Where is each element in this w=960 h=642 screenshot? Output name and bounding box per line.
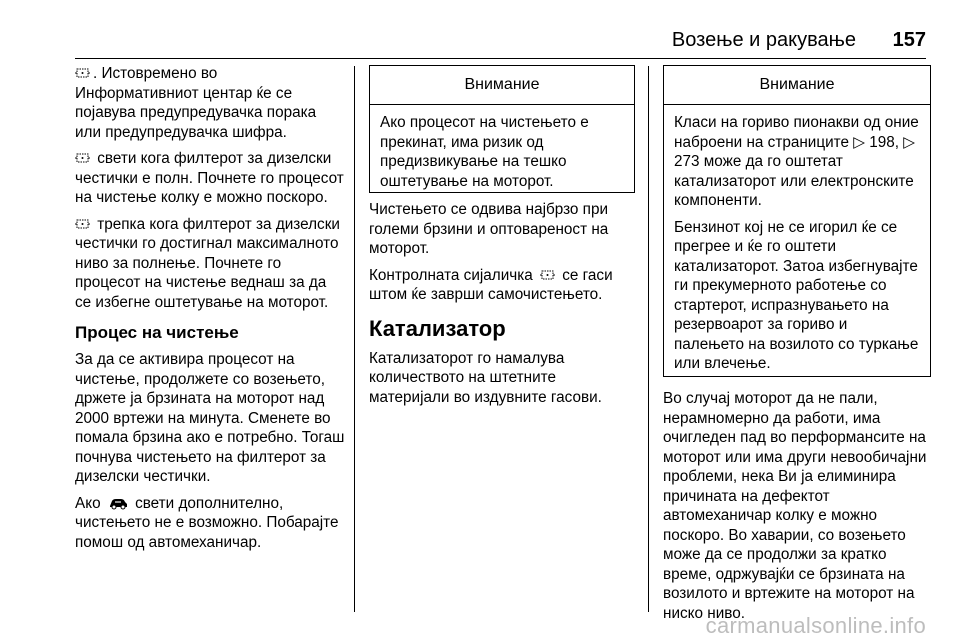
page-header — [0, 26, 960, 56]
section-heading: Процес на чистење — [75, 323, 239, 342]
column-1 — [75, 64, 345, 559]
paragraph: свети кога филтерот за дизелски честички е полн. Почнете го процесот на чистење колку е можно поскоро. — [75, 150, 344, 206]
warning-body: Ако процесот на чистењето е прекинат, има ризик од предизвикување на тешко оштетување на моторот. — [380, 114, 589, 190]
warning-box — [369, 65, 635, 193]
header-rule — [75, 58, 926, 59]
paragraph: За да се активира процесот на чистење, продолжете со возењето, држете ја брзината на моторот над 2000 вртежи на минута. Сменете во помала брзина ако е потребно. Тогаш почнува чистењето на филтерот за дизелски честички. — [75, 351, 345, 485]
dpf-filter-icon — [75, 66, 90, 80]
paragraph: Катализаторот го намалува количеството на штетните материјали во издувните гасови. — [369, 349, 602, 406]
column-3 — [663, 389, 931, 630]
page-number: 157 — [892, 29, 926, 51]
paragraph: Контролната сијаличка се гаси штом ќе заврши самочистењето. — [369, 266, 613, 303]
warning-title: Внимание — [664, 66, 930, 105]
column-divider-2 — [648, 66, 649, 612]
column-2 — [369, 200, 635, 414]
warning-body: Класи на гориво пионакви од оние наброени на страниците ▷ 198, ▷ 273 може да го оштетат катализаторот или електронските компоненти. Бензинот кој не се игорил ќе се прегрее и ќе го оштети катализаторот. Затоа избегнувајте ги прекумерното работење со стартерот, испразнувањето на резервоарот за гориво и палењето на возилото со туркање или влечење. — [674, 114, 919, 372]
column-divider-1 — [354, 66, 355, 612]
dpf-filter-icon — [75, 151, 90, 165]
section-heading: Катализатор — [369, 315, 506, 341]
watermark: carmanualsonline.info — [705, 613, 926, 638]
warning-box — [663, 65, 931, 377]
warning-title: Внимание — [370, 66, 634, 105]
paragraph: трепка кога филтерот за дизелски честички го достигнал максималното ниво за полнење. Почнете го процесот на чистење веднаш за да се избегне оштетување на моторот. — [75, 215, 340, 311]
paragraph: Во случај моторот да не пали, нерамномерно да работи, има очигледен пад во перформансите на моторот или има други невообичајни проблеми, нека Ви ја елиминира причината на дефектот автомеханичар колку е можно поскоро. Во хаварии, со возењето може да се продолжи за кратко време, одржувајќи се брзината на возилото и вртежите на моторот на ниско ниво. — [663, 390, 927, 622]
service-wrench-car-icon — [108, 496, 128, 510]
paragraph: Ако свети дополнително, чистењето не е возможно. Побарајте помош од автомеханичар. — [75, 494, 339, 551]
chapter-title: Возење и ракување — [671, 29, 856, 51]
paragraph: . Истовремено во Информативниот центар ќе се појавува предупредувачка порака или предупредувачка шифра. — [75, 65, 317, 141]
dpf-filter-icon — [75, 217, 90, 231]
dpf-filter-icon — [540, 268, 555, 282]
paragraph: Чистењето се одвива најбрзо при големи брзини и оптовареност на моторот. — [369, 201, 609, 257]
